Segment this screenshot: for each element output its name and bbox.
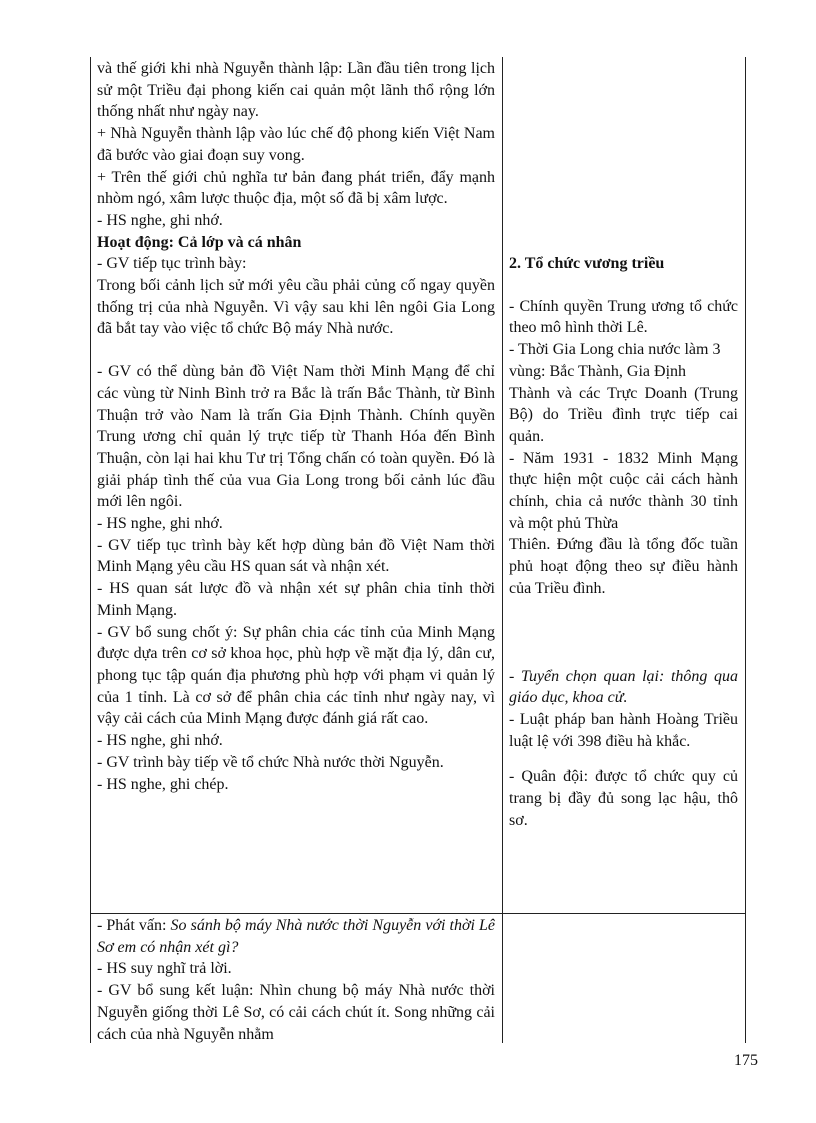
hs-answer: - HS suy nghĩ trả lời. [97, 960, 232, 978]
gv-state-organization: - GV trình bày tiếp về tổ chức Nhà nước thời Nguyễn. [97, 753, 444, 771]
gv-map-request: - GV tiếp tục trình bày kết hợp dùng bản đồ Việt Nam thời Minh Mạng yêu cầu HS quan sát và nhận xét. [97, 536, 495, 576]
gia-long-regions: - Thời Gia Long chia nước làm 3 vùng: Bắc Thành, Gia Định [509, 341, 721, 380]
gv-continue: - GV tiếp tục trình bày: [97, 255, 247, 273]
table-row-divider [90, 913, 746, 914]
table-border-right [745, 57, 746, 1043]
discussion-question [97, 915, 495, 958]
world-capitalism-point: + Trên thế giới chủ nghĩa tư bản đang phát triển, đẩy mạnh nhòm ngó, xâm lược thuộc địa, một số đã bị xâm lược. [97, 168, 495, 208]
reform-continued: Thiên. Đứng đầu là tổng đốc tuần phủ hoạt động theo sự điều hành của Triều đình. [509, 536, 738, 597]
left-lower-cell [97, 915, 495, 1045]
hs-note-2: - HS nghe, ghi nhớ. [97, 515, 223, 533]
minh-mang-reform: - Năm 1931 - 1832 Minh Mạng thực hiện một cuộc cải cách hành chính, chia cả nước thành 30 tỉnh và một phủ Thừa [509, 449, 738, 532]
intro-continuation: và thế giới khi nhà Nguyễn thành lập: Lần đầu tiên trong lịch sử một Triều đại phong kiến cai quản một lãnh thổ rộng lớn thống nhất như ngày nay. [97, 60, 495, 121]
feudal-decline-point: + Nhà Nguyễn thành lập vào lúc chế độ phong kiến Việt Nam đã bước vào giai đoạn suy vong. [97, 125, 495, 164]
page-number: 175 [734, 1052, 758, 1069]
table-column-divider [502, 57, 503, 1043]
gv-final-conclusion: - GV bổ sung kết luận: Nhìn chung bộ máy Nhà nước thời Nguyễn giống thời Lê Sơ, có cải cách chút ít. Song những cải cách của nhà Nguyễn nhằm [97, 982, 495, 1043]
context-paragraph: Trong bối cảnh lịch sử mới yêu cầu phải củng cố ngay quyền thống trị của nhà Nguyễn. Vì vậy sau khi lên ngôi Gia Long đã bắt tay vào việc tổ chức Bộ máy Nhà nước. [97, 277, 495, 338]
hs-observe: - HS quan sát lược đồ và nhận xét sự phân chia tỉnh thời Minh Mạng. [97, 580, 495, 619]
right-upper-cell [509, 253, 738, 831]
law-code: - Luật pháp ban hành Hoàng Triều luật lệ với 398 điều hà khắc. [509, 710, 738, 750]
hs-note-3: - HS nghe, ghi nhớ. [97, 732, 223, 750]
question-label: - Phát vấn: [97, 917, 171, 934]
regions-continued: Thành và các Trực Doanh (Trung Bộ) do Triều đình trực tiếp cai quản. [509, 384, 738, 445]
gv-conclusion: - GV bổ sung chốt ý: Sự phân chia các tỉnh của Minh Mạng được dựa trên cơ sở khoa học, phù hợp về mặt địa lý, dân cư, phong tục tập quán địa phương phù hợp với phạm vi quản lý của 1 tỉnh. Là cơ sở để phân chia các tỉnh như ngày nay, vì vậy cải cách của Minh Mạng được đánh giá rất cao. [97, 623, 495, 728]
map-explanation: - GV có thể dùng bản đồ Việt Nam thời Minh Mạng để chỉ các vùng từ Ninh Bình trở ra Bắc là trấn Bắc Thành, từ Bình Thuận trở vào Nam là trấn Gia Định Thành. Chính quyền Trung ương chỉ quản lý trực tiếp từ Thanh Hóa đến Bình Thuận, còn lại hai khu Tư trị Tổng chấn có toàn quyền. Đó là giải pháp tình thế của vua Gia Long trong bối cảnh lúc đầu mới lên ngôi. [97, 363, 495, 511]
army: - Quân đội: được tổ chức quy củ trang bị đầy đủ song lạc hậu, thô sơ. [509, 768, 738, 829]
hs-take-notes: - HS nghe, ghi chép. [97, 775, 229, 793]
central-government: - Chính quyền Trung ương tổ chức theo mô hình thời Lê. [509, 297, 738, 337]
official-selection: - Tuyển chọn quan lại: thông qua giáo dục, khoa cử. [509, 667, 738, 707]
hs-note-1: - HS nghe, ghi nhớ. [97, 211, 223, 229]
section-heading: 2. Tổ chức vương triều [509, 255, 665, 272]
left-upper-cell [97, 58, 495, 795]
question-text: So sánh bộ máy Nhà nước thời Nguyễn với thời Lê Sơ em có nhận xét gì? [97, 917, 495, 956]
activity-heading: Hoạt động: Cả lớp và cá nhân [97, 233, 302, 251]
table-border-left [90, 57, 91, 1043]
